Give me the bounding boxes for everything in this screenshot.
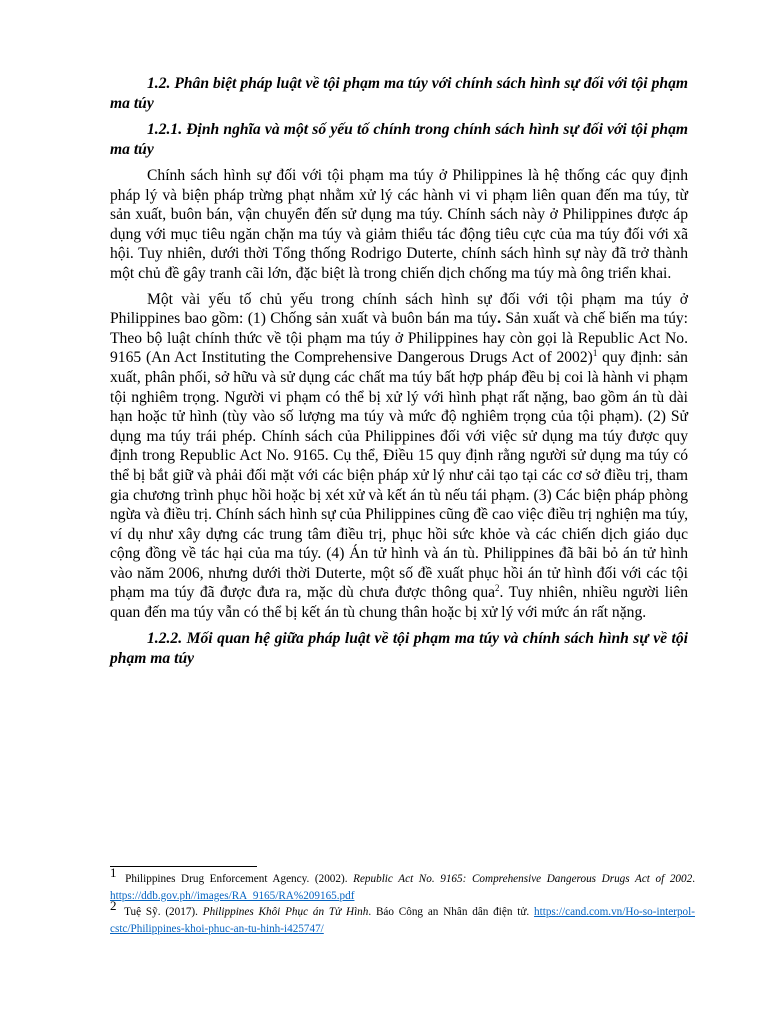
paragraph-policy-definition: Chính sách hình sự đối với tội phạm ma túy ở Philippines là hệ thống các quy định pháp lý và biện pháp trừng phạt nhằm xử lý các hành vi vi phạm liên quan đến ma túy, từ sản xuất, buôn bán, vận chuyển đến sử dụng ma túy. Chính sách này ở Philippines được áp dụng với mục tiêu ngăn chặn ma túy và giảm thiểu tác động tiêu cực của ma túy đối với xã hội. Tuy nhiên, dưới thời Tổng thống Rodrigo Duterte, chính sách hình sự này đã trở thành một chủ đề gây tranh cãi lớn, đặc biệt là trong chiến dịch chống ma túy mà ông triển khai. (110, 167, 688, 282)
footnote-text: Philippines Drug Enforcement Agency. (2002). (119, 873, 354, 885)
section-heading-1-2-2: 1.2.2. Mối quan hệ giữa pháp luật về tội phạm ma túy và chính sách hình sự về tội phạm ma túy (110, 629, 688, 667)
footnote-1 (110, 865, 695, 904)
footnote-text: Tuệ Sỹ. (2017). (119, 906, 203, 918)
footnote-separator (110, 866, 257, 867)
paragraph-text: quy định: sản xuất, phân phối, sở hữu và sử dụng các chất ma túy bất hợp pháp đều bị coi là hành vi phạm tội nghiêm trọng. Người vi phạm có thể bị xử lý với hình phạt rất nặng, bao gồm án tù dài hạn hoặc tử hình (tùy vào số lượng ma túy và mức độ nghiêm trọng của tội phạm). (2) Sử dụng ma túy trái phép. Chính sách của Philippines đối với việc sử dụng ma túy được quy định trong Republic Act No. 9165. Cụ thể, Điều 15 quy định rằng người sử dụng ma túy có thể bị bắt giữ và phải đối mặt với các biện pháp xử lý như cải tạo tại các cơ sở điều trị, tham gia chương trình phục hồi hoặc bị xét xử và kết án tù nếu tái phạm. (3) Các biện pháp phòng ngừa và điều trị. Chính sách hình sự của Philippines cũng đề cao việc điều trị nghiện ma túy, ví dụ như xây dựng các trung tâm điều trị, phục hồi sức khỏe và các chiến dịch giáo dục cộng đồng về tác hại của ma túy. (4) Án tử hình và án tù. Philippines đã bãi bỏ án tử hình vào năm 2006, nhưng dưới thời Duterte, một số đề xuất phục hồi án tử hình đối với các tội phạm ma túy đã được đưa ra, mặc dù chưa được thông qua (110, 349, 689, 602)
document-body (110, 74, 688, 675)
footnote-title: Philippines Khôi Phục án Tử Hình (202, 906, 369, 918)
paragraph-text: . Tuy nhiên, nhiều người liên quan đến ma túy vẫn có thể bị kết án tù chung thân hoặc bị xử lý với mức án rất nặng. (110, 584, 689, 622)
footnote-text: . (692, 873, 695, 885)
section-heading-1-2-1: 1.2.1. Định nghĩa và một số yếu tố chính trong chính sách hình sự đối với tội phạm ma túy (110, 121, 688, 158)
paragraph-text: Một vài yếu tố chủ yếu trong chính sách hình sự đối với tội phạm ma túy ở Philippines bao gồm: (1) Chống sản xuất và buôn bán ma túy (110, 290, 688, 328)
footnote-link[interactable]: https://ddb.gov.ph//images/RA_9165/RA%209165.pdf (110, 889, 355, 902)
footnote-reference-2[interactable]: 2 (495, 583, 500, 594)
footnote-title: Republic Act No. 9165: Comprehensive Dangerous Drugs Act of 2002 (353, 873, 693, 885)
footnote-text: . Báo Công an Nhân dân điện tử. (368, 906, 535, 918)
paragraph-text: . (497, 310, 501, 328)
footnote-reference-1[interactable]: 1 (592, 348, 598, 359)
paragraph-text: Sản xuất và chế biến ma túy: Theo bộ luật chính thức về tội phạm ma túy ở Philippines hay còn gọi là Republic Act No. 9165 (An Act Instituting the Comprehensive Dangerous Drugs Act of 2002) (110, 310, 689, 367)
section-heading-1-2: 1.2. Phân biệt pháp luật về tội phạm ma túy với chính sách hình sự đối với tội phạm ma túy (110, 75, 688, 112)
footnote-link[interactable]: https://cand.com.vn/Ho-so-interpol-cstc/Philippines-khoi-phuc-an-tu-hinh-i425747/ (110, 906, 695, 935)
footnote-number: 2 (110, 898, 117, 913)
footnotes-area (110, 866, 695, 937)
footnote-2 (110, 898, 695, 937)
footnote-number: 1 (110, 865, 117, 880)
paragraph-policy-elements (110, 290, 688, 623)
